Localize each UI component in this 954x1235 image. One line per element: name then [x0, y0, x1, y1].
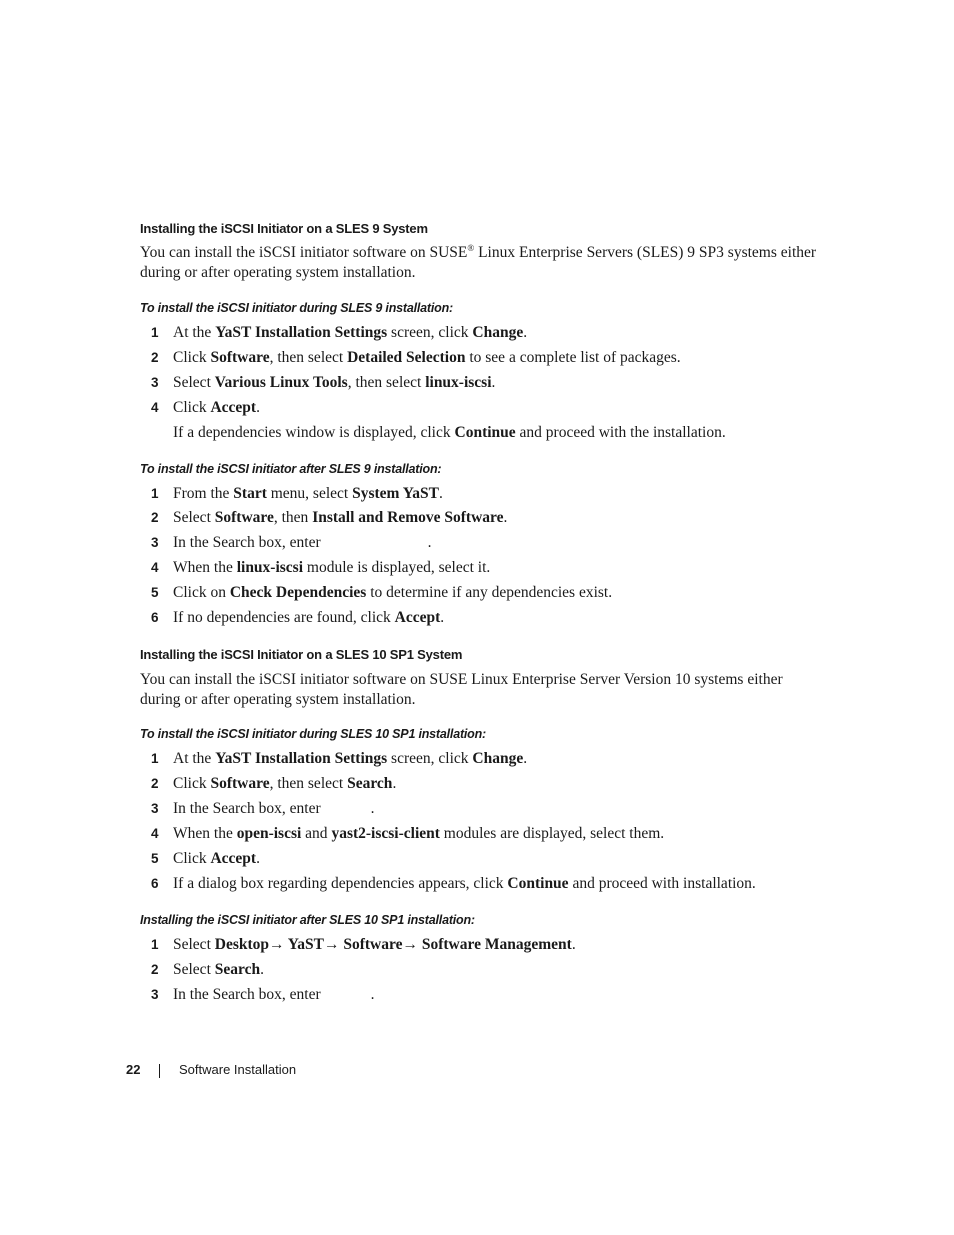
step-note: If a dependencies window is displayed, click Continue and proceed with the installation. [173, 424, 726, 441]
intro-paragraph-sles9: You can install the iSCSI initiator software on SUSE® Linux Enterprise Servers (SLES) 9 SP3 systems either during or after operating system installation. [140, 242, 817, 281]
step-item: 6 If a dialog box regarding dependencies appears, click Continue and proceed with installation. [151, 875, 756, 892]
step-item: 4 Click Accept. [151, 399, 260, 416]
step-item: 4 When the linux-iscsi module is displayed, select it. [151, 559, 491, 576]
step-item: 1 From the Start menu, select System YaST. [151, 485, 443, 502]
subheading-during-sles10: To install the iSCSI initiator during SLES 10 SP1 installation: [140, 727, 487, 741]
step-item: 1 Select Desktop→ YaST→ Software→ Software Management. [151, 936, 576, 953]
section-heading-sles9: Installing the iSCSI Initiator on a SLES 9 System [140, 221, 428, 236]
step-item: 2 Click Software, then select Search. [151, 775, 397, 792]
footer-divider [159, 1064, 160, 1078]
step-item: 1 At the YaST Installation Settings screen, click Change. [151, 324, 528, 341]
step-item: 3 Select Various Linux Tools, then select linux-iscsi. [151, 374, 496, 391]
step-item: 6 If no dependencies are found, click Accept. [151, 609, 445, 626]
footer-section-title: Software Installation [179, 1062, 297, 1077]
section-heading-sles10: Installing the iSCSI Initiator on a SLES 10 SP1 System [140, 647, 463, 662]
subheading-after-sles9: To install the iSCSI initiator after SLES 9 installation: [140, 462, 442, 476]
step-item: 2 Select Software, then Install and Remove Software. [151, 509, 508, 526]
step-item: 3 In the Search box, enter . [151, 986, 375, 1003]
step-item: 2 Select Search. [151, 961, 264, 978]
step-item: 5 Click on Check Dependencies to determine if any dependencies exist. [151, 584, 613, 601]
page-number: 22 [126, 1062, 141, 1077]
step-item: 3 In the Search box, enter . [151, 534, 432, 551]
subheading-during-sles9: To install the iSCSI initiator during SLES 9 installation: [140, 301, 453, 315]
step-item: 1 At the YaST Installation Settings screen, click Change. [151, 750, 528, 767]
subheading-after-sles10: Installing the iSCSI initiator after SLES 10 SP1 installation: [140, 913, 475, 927]
step-item: 3 In the Search box, enter . [151, 800, 375, 817]
intro-paragraph-sles10: You can install the iSCSI initiator software on SUSE Linux Enterprise Server Version 10 systems either during or after operating system installation. [140, 671, 783, 708]
step-item: 4 When the open-iscsi and yast2-iscsi-client modules are displayed, select them. [151, 825, 665, 842]
step-item: 5 Click Accept. [151, 850, 260, 867]
step-item: 2 Click Software, then select Detailed Selection to see a complete list of packages. [151, 349, 681, 366]
